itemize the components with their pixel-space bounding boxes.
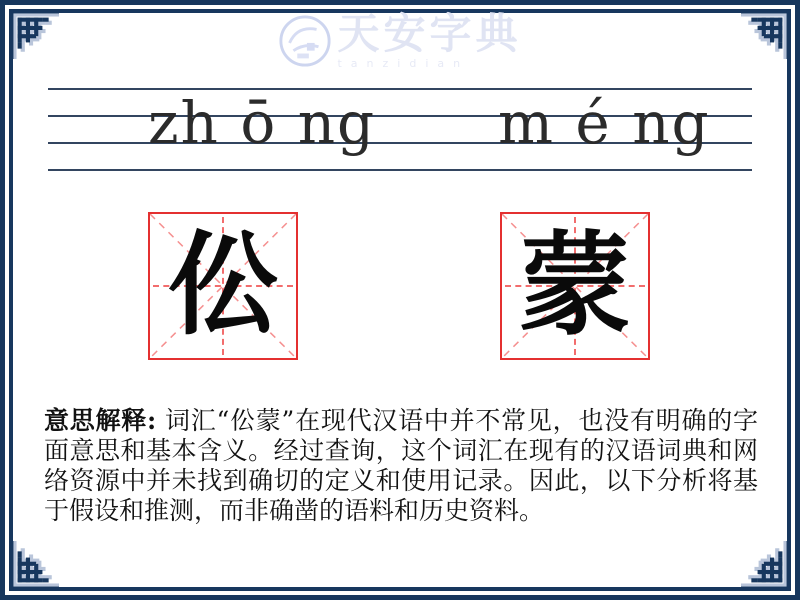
corner-fret-icon [1, 541, 59, 599]
character-card [500, 212, 650, 360]
definition-paragraph [44, 406, 758, 526]
brand-subtitle: tanzidian [337, 57, 470, 71]
brand-text-block [337, 9, 522, 71]
definition-label: 意思解释: [44, 406, 157, 435]
definition-body: 词汇“伀蒙”在现代汉语中并不常见，也没有明确的字面意思和基本含义。经过查询，这个词汇在现有的汉语词典和网络资源中并未找到确切的定义和使用记录。因此，以下分析将基于假设和推测，而非确凿的语料和历史资料。 [44, 406, 758, 525]
brand-seal-icon [278, 14, 332, 68]
pinyin-first: zh ō ng [148, 89, 377, 157]
corner-fret-icon [741, 541, 799, 599]
pinyin-second: m é ng [498, 89, 711, 157]
character-glyph-first: 伀 [167, 220, 279, 351]
character-glyph-second: 蒙 [519, 220, 631, 351]
brand-logo [0, 9, 800, 71]
brand-wordmark: 天安字典 [337, 9, 522, 58]
pinyin-guide-line [48, 169, 752, 171]
character-card [148, 212, 298, 360]
